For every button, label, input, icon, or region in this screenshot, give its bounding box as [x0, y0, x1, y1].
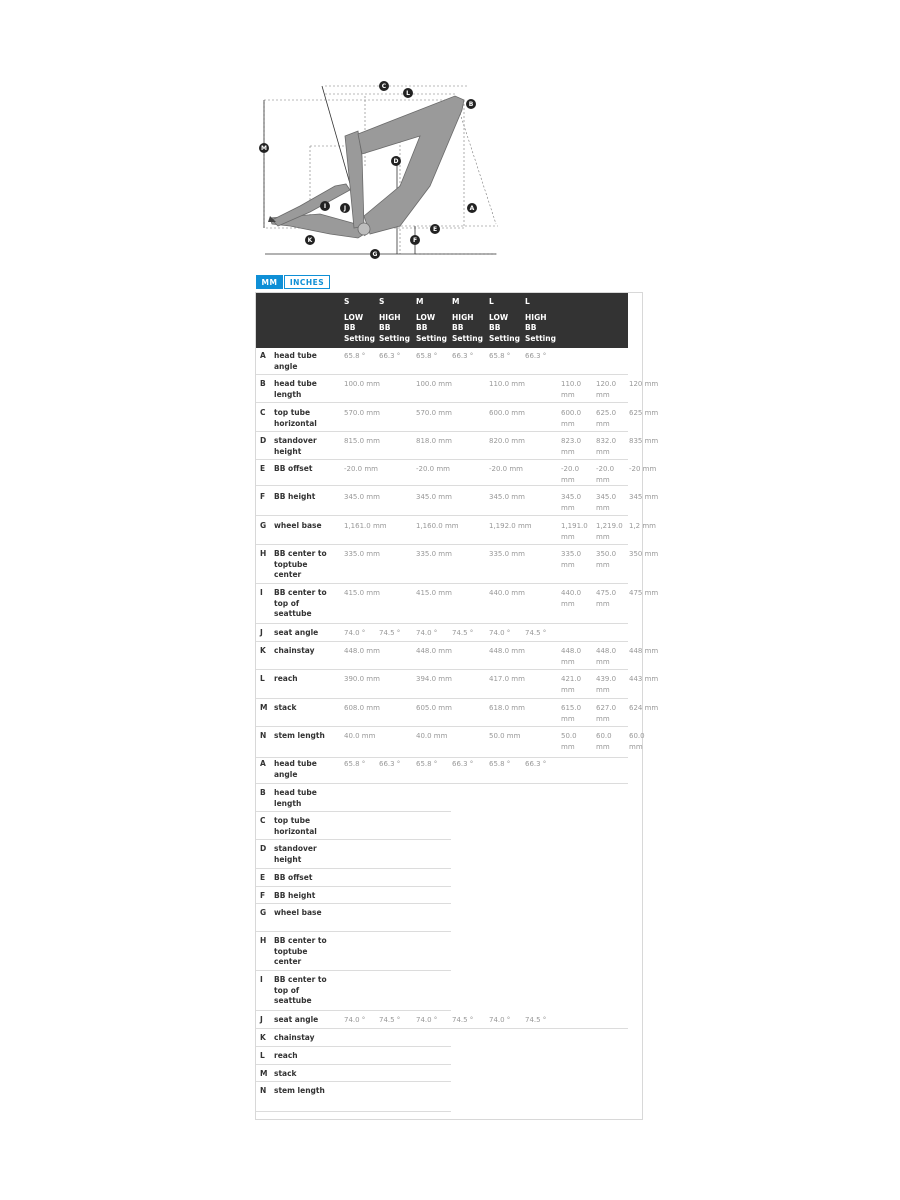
table-cell: 417.0 mm — [489, 675, 525, 683]
row-label: reach — [274, 674, 298, 683]
row-divider — [256, 931, 451, 932]
table-cell-overflow: -20 mm — [629, 465, 657, 473]
row-label: stem length — [274, 731, 325, 740]
row-label: BB offset — [274, 873, 313, 882]
table-cell-overflow: -20.0 mm — [561, 465, 580, 484]
table-cell: 110.0 mm — [489, 380, 525, 388]
column-setting: Setting — [344, 333, 375, 343]
column-setting: BB — [344, 323, 356, 332]
row-label: chainstay — [274, 646, 315, 655]
table-cell: 815.0 mm — [344, 437, 380, 445]
table-cell: 415.0 mm — [344, 589, 380, 597]
row-label: wheel base — [274, 521, 322, 530]
table-cell-overflow: 448.0 mm — [561, 647, 582, 666]
column-setting: HIGH — [525, 312, 547, 322]
column-setting: BB — [452, 323, 464, 332]
table-cell: 65.8 ° — [489, 760, 511, 768]
table-cell: 570.0 mm — [344, 409, 380, 417]
table-cell: 74.5 ° — [379, 1016, 401, 1024]
column-setting: BB — [525, 323, 537, 332]
row-letter: C — [260, 816, 266, 825]
marker-f: F — [412, 237, 418, 244]
table-cell-overflow: -20.0 mm — [596, 465, 615, 484]
row-label: seat angle — [274, 1015, 319, 1024]
column-setting: BB — [489, 323, 501, 332]
table-cell: 100.0 mm — [416, 380, 452, 388]
row-label: BB height — [274, 492, 316, 501]
row-divider — [256, 485, 628, 486]
column-header — [489, 297, 520, 344]
row-letter: D — [260, 436, 267, 445]
row-divider — [256, 698, 628, 699]
table-cell: 345.0 mm — [344, 493, 380, 501]
row-label: stack — [274, 703, 297, 712]
row-letter: E — [260, 464, 266, 473]
marker-b: B — [468, 101, 474, 108]
table-cell: 600.0 mm — [489, 409, 525, 417]
column-header — [525, 297, 556, 344]
column-size: M — [416, 297, 424, 306]
row-letter: L — [260, 674, 265, 683]
column-header — [379, 297, 410, 344]
column-setting: Setting — [379, 333, 410, 343]
table-cell-overflow: 1,219.0 mm — [596, 522, 623, 541]
table-cell: 65.8 ° — [344, 352, 366, 360]
column-setting: BB — [379, 323, 391, 332]
table-cell: 394.0 mm — [416, 675, 452, 683]
row-divider — [256, 1010, 451, 1011]
table-cell: 74.0 ° — [344, 1016, 366, 1024]
table-cell-overflow: 350.0 mm — [596, 550, 617, 569]
row-letter: D — [260, 844, 267, 853]
row-divider — [256, 431, 628, 432]
column-setting: HIGH — [379, 312, 401, 322]
inches-toggle-button[interactable]: INCHES — [284, 275, 330, 289]
unit-toggle — [256, 275, 330, 289]
table-cell-overflow: 421.0 mm — [561, 675, 582, 694]
row-letter: H — [260, 936, 267, 945]
table-cell-overflow: 60.0 mm — [596, 732, 612, 751]
table-cell: -20.0 mm — [344, 465, 378, 473]
row-divider — [256, 1046, 451, 1047]
table-cell: 40.0 mm — [344, 732, 376, 740]
table-cell: 74.0 ° — [416, 1016, 438, 1024]
row-letter: J — [260, 628, 263, 637]
row-letter: B — [260, 788, 266, 797]
row-letter: N — [260, 731, 267, 740]
row-divider — [256, 623, 628, 624]
table-cell: 66.3 ° — [379, 352, 401, 360]
row-label: head tube length — [274, 379, 317, 399]
table-cell: 50.0 mm — [489, 732, 521, 740]
row-divider — [256, 726, 628, 727]
table-cell-overflow: 110.0 mm — [561, 380, 582, 399]
table-cell: 570.0 mm — [416, 409, 452, 417]
row-letter: N — [260, 1086, 267, 1095]
row-label: BB center to top of seattube — [274, 588, 327, 618]
column-header — [416, 297, 447, 344]
marker-e: E — [432, 226, 438, 233]
row-divider — [256, 903, 451, 904]
table-cell: 415.0 mm — [416, 589, 452, 597]
row-letter: L — [260, 1051, 265, 1060]
table-cell: 74.0 ° — [489, 1016, 511, 1024]
marker-j: J — [343, 205, 347, 212]
table-cell-overflow: 600.0 mm — [561, 409, 582, 428]
table-cell: 618.0 mm — [489, 704, 525, 712]
row-divider — [256, 544, 628, 545]
table-cell: 100.0 mm — [344, 380, 380, 388]
row-divider — [256, 970, 451, 971]
table-cell: 448.0 mm — [344, 647, 380, 655]
row-letter: M — [260, 1069, 268, 1078]
table-cell: 335.0 mm — [344, 550, 380, 558]
table-cell: 74.5 ° — [379, 629, 401, 637]
marker-a: A — [469, 205, 475, 212]
row-divider — [256, 374, 628, 375]
row-letter: A — [260, 351, 266, 360]
row-letter: I — [260, 975, 263, 984]
row-label: BB height — [274, 891, 316, 900]
column-setting: Setting — [452, 333, 483, 343]
row-letter: C — [260, 408, 266, 417]
table-cell: 1,160.0 mm — [416, 522, 459, 530]
row-divider — [256, 1111, 451, 1112]
row-label: top tube horizontal — [274, 408, 317, 428]
geometry-table — [255, 292, 659, 1120]
table-cell-overflow: 120 mm — [629, 380, 659, 388]
table-cell: 390.0 mm — [344, 675, 380, 683]
table-header — [256, 293, 628, 348]
row-divider — [256, 515, 628, 516]
row-divider — [256, 1081, 451, 1082]
table-cell-overflow: 627.0 mm — [596, 704, 617, 723]
row-letter: F — [260, 492, 266, 501]
table-cell-overflow: 350 mm — [629, 550, 659, 558]
table-cell: 74.0 ° — [416, 629, 438, 637]
table-cell-overflow: 625 mm — [629, 409, 659, 417]
table-cell: 1,161.0 mm — [344, 522, 387, 530]
row-label: BB center to top of seattube — [274, 975, 327, 1005]
row-divider — [256, 459, 628, 460]
row-letter: H — [260, 549, 267, 558]
marker-l: L — [406, 90, 410, 97]
table-cell-overflow: 1,2 mm — [629, 522, 656, 530]
row-label: chainstay — [274, 1033, 315, 1042]
column-size: L — [489, 297, 494, 306]
column-setting: LOW — [489, 312, 509, 322]
row-label: BB offset — [274, 464, 313, 473]
table-cell-overflow: 625.0 mm — [596, 409, 617, 428]
table-cell: 345.0 mm — [416, 493, 452, 501]
row-label: stack — [274, 1069, 297, 1078]
table-cell-overflow: 60.0 mm — [629, 732, 645, 751]
column-size: M — [452, 297, 460, 306]
table-cell-overflow: 835 mm — [629, 437, 659, 445]
table-cell-overflow: 624 mm — [629, 704, 659, 712]
geometry-diagram — [250, 76, 510, 266]
row-letter: B — [260, 379, 266, 388]
column-size: L — [525, 297, 530, 306]
column-size: S — [344, 297, 350, 306]
marker-i: I — [323, 203, 327, 210]
row-label: standover height — [274, 436, 317, 456]
column-setting: Setting — [489, 333, 520, 343]
row-letter: E — [260, 873, 266, 882]
table-cell: 66.3 ° — [379, 760, 401, 768]
row-divider — [256, 839, 451, 840]
table-cell: 448.0 mm — [416, 647, 452, 655]
table-cell: 66.3 ° — [525, 352, 547, 360]
table-cell-overflow: 440.0 mm — [561, 589, 582, 608]
row-divider — [256, 811, 451, 812]
row-label: standover height — [274, 844, 317, 864]
row-divider — [256, 669, 628, 670]
table-cell-overflow: 439.0 mm — [596, 675, 617, 694]
marker-c: C — [381, 83, 387, 90]
row-divider — [256, 402, 628, 403]
row-letter: G — [260, 908, 267, 917]
column-setting: BB — [416, 323, 428, 332]
table-cell-overflow: 120.0 mm — [596, 380, 617, 399]
table-cell: 1,192.0 mm — [489, 522, 532, 530]
row-divider — [256, 868, 451, 869]
table-cell-overflow: 823.0 mm — [561, 437, 582, 456]
marker-k: K — [307, 237, 313, 244]
table-cell: 605.0 mm — [416, 704, 452, 712]
table-cell-overflow: 335.0 mm — [561, 550, 582, 569]
table-cell: 335.0 mm — [489, 550, 525, 558]
table-cell: 820.0 mm — [489, 437, 525, 445]
row-letter: M — [260, 703, 268, 712]
table-cell: 608.0 mm — [344, 704, 380, 712]
table-cell: 65.8 ° — [344, 760, 366, 768]
table-cell-overflow: 832.0 mm — [596, 437, 617, 456]
table-cell-overflow: 475 mm — [629, 589, 659, 597]
column-size: S — [379, 297, 385, 306]
row-letter: F — [260, 891, 266, 900]
table-cell: 74.5 ° — [525, 1016, 547, 1024]
column-setting: LOW — [416, 312, 436, 322]
row-label: head tube angle — [274, 351, 317, 371]
table-cell: 335.0 mm — [416, 550, 452, 558]
row-letter: G — [260, 521, 267, 530]
marker-d: D — [393, 158, 399, 165]
marker-m: M — [261, 145, 267, 152]
table-cell-overflow: 615.0 mm — [561, 704, 582, 723]
table-cell-overflow: 443 mm — [629, 675, 659, 683]
table-cell: 74.5 ° — [525, 629, 547, 637]
row-label: wheel base — [274, 908, 322, 917]
row-letter: A — [260, 759, 266, 768]
row-divider — [256, 886, 451, 887]
table-cell-overflow: 345.0 mm — [596, 493, 617, 512]
row-divider — [256, 1064, 451, 1065]
mm-toggle-button[interactable]: MM — [256, 275, 283, 289]
row-letter: K — [260, 1033, 266, 1042]
table-cell: 74.5 ° — [452, 629, 474, 637]
row-letter: K — [260, 646, 266, 655]
table-cell: 40.0 mm — [416, 732, 448, 740]
row-label: reach — [274, 1051, 298, 1060]
table-cell-overflow: 50.0 mm — [561, 732, 577, 751]
table-cell: 66.3 ° — [452, 760, 474, 768]
table-cell-overflow: 475.0 mm — [596, 589, 617, 608]
row-label: head tube length — [274, 788, 317, 808]
table-cell: 65.8 ° — [489, 352, 511, 360]
row-label: top tube horizontal — [274, 816, 317, 836]
row-label: head tube angle — [274, 759, 317, 779]
table-cell: 440.0 mm — [489, 589, 525, 597]
table-cell-overflow: 1,191.0 mm — [561, 522, 588, 541]
table-cell: 818.0 mm — [416, 437, 452, 445]
table-cell-overflow: 345 mm — [629, 493, 659, 501]
row-divider — [256, 757, 628, 758]
row-label: seat angle — [274, 628, 319, 637]
table-cell: 66.3 ° — [452, 352, 474, 360]
table-cell: 74.0 ° — [489, 629, 511, 637]
marker-g: G — [372, 251, 378, 258]
table-cell-overflow: 448.0 mm — [596, 647, 617, 666]
column-setting: LOW — [344, 312, 364, 322]
row-label: stem length — [274, 1086, 325, 1095]
table-cell: 65.8 ° — [416, 760, 438, 768]
row-letter: J — [260, 1015, 263, 1024]
table-cell: 74.0 ° — [344, 629, 366, 637]
table-cell: -20.0 mm — [489, 465, 523, 473]
table-cell: 74.5 ° — [452, 1016, 474, 1024]
row-divider — [256, 783, 628, 784]
column-setting: Setting — [416, 333, 447, 343]
row-label: BB center to toptube center — [274, 549, 327, 579]
row-divider — [256, 1028, 628, 1029]
row-divider — [256, 641, 628, 642]
table-cell-overflow: 448 mm — [629, 647, 659, 655]
row-letter: I — [260, 588, 263, 597]
column-header — [344, 297, 375, 344]
table-cell: 448.0 mm — [489, 647, 525, 655]
column-setting: HIGH — [452, 312, 474, 322]
row-label: BB center to toptube center — [274, 936, 327, 966]
row-divider — [256, 583, 628, 584]
column-setting: Setting — [525, 333, 556, 343]
table-cell: 66.3 ° — [525, 760, 547, 768]
table-cell-overflow: 345.0 mm — [561, 493, 582, 512]
table-cell: 65.8 ° — [416, 352, 438, 360]
table-cell: 345.0 mm — [489, 493, 525, 501]
column-header — [452, 297, 483, 344]
table-cell: -20.0 mm — [416, 465, 450, 473]
